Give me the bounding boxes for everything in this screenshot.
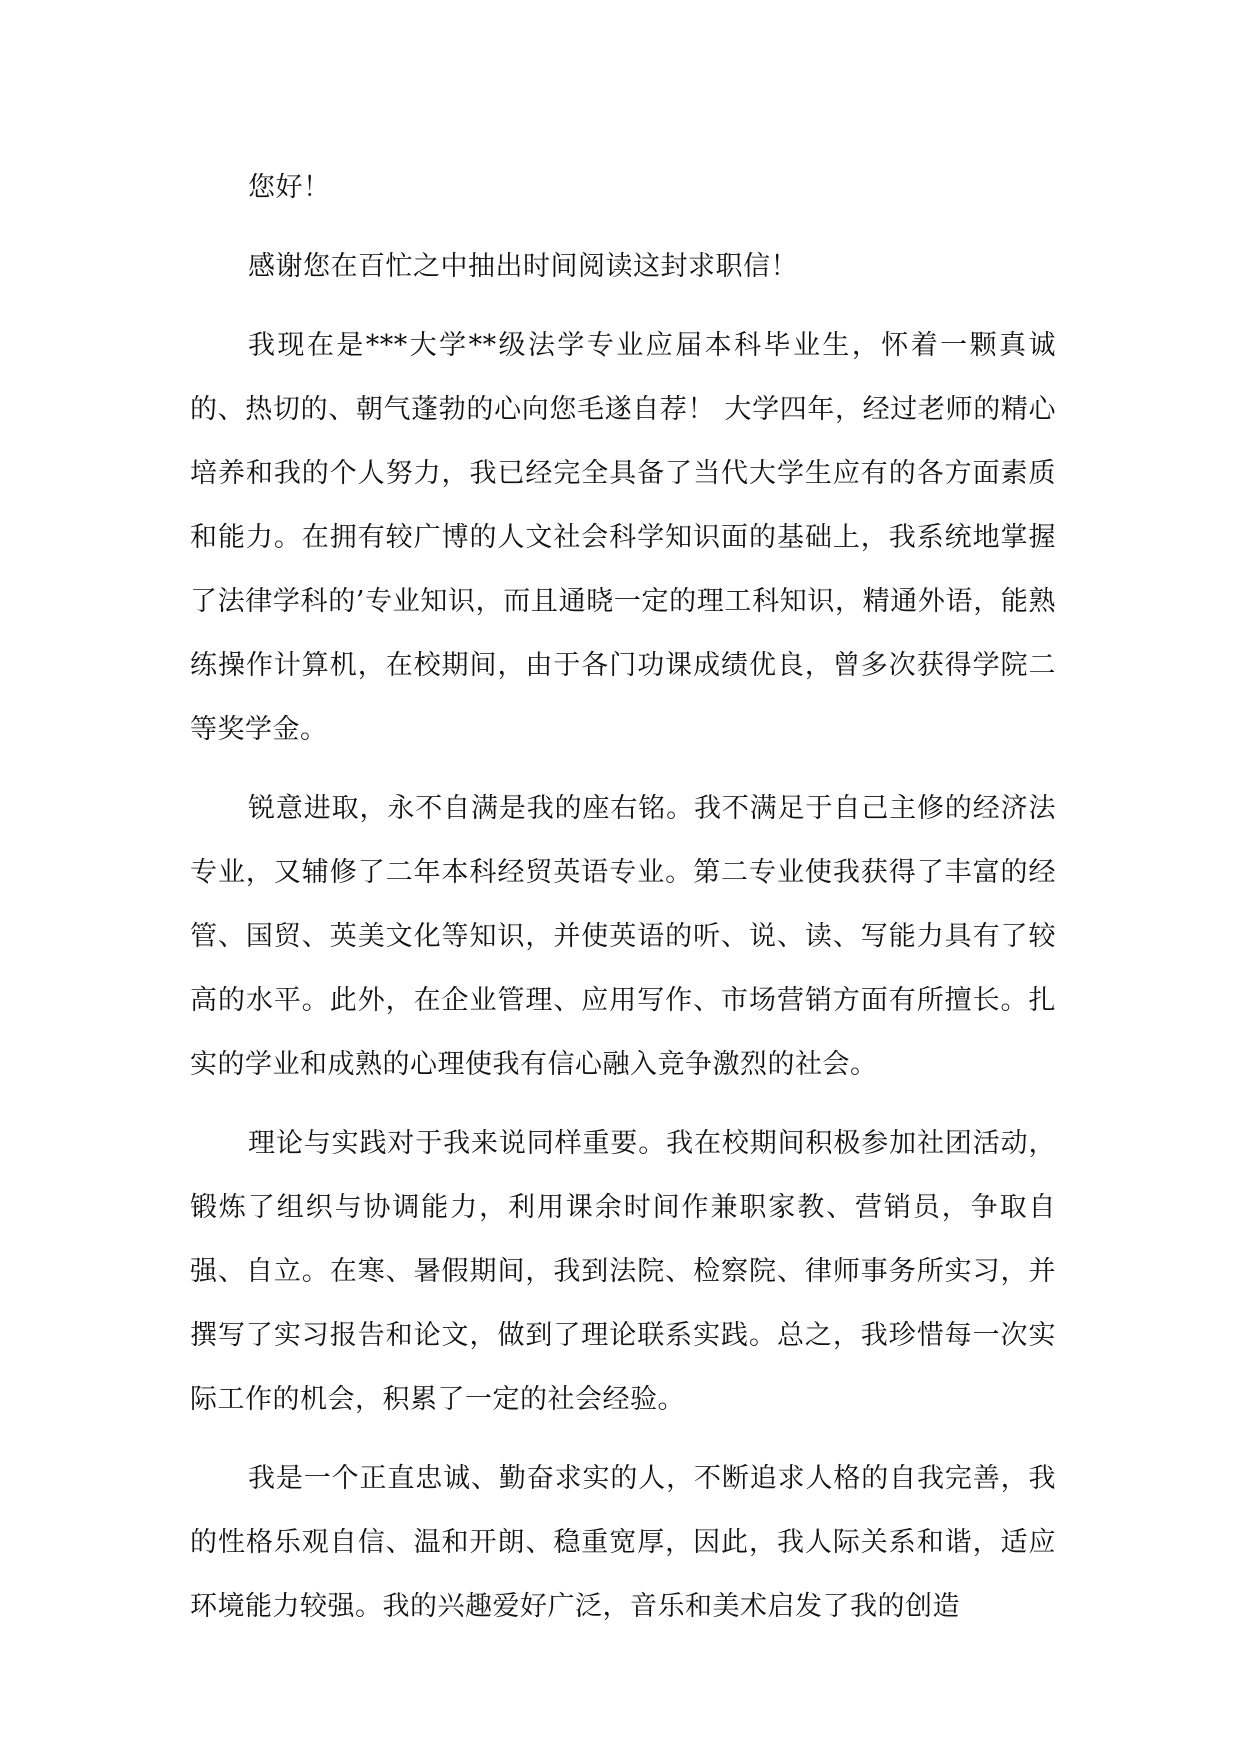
paragraph-character: 我是一个正直忠诚、勤奋求实的人，不断追求人格的自我完善，我的性格乐观自信、温和开朗、稳重宽厚，因此，我人际关系和谐，适应环境能力较强。我的兴趣爱好广泛，音乐和美术启发了我的创造 bbox=[190, 1463, 1056, 1622]
letter-body bbox=[190, 156, 1056, 1654]
greeting: 您好！ bbox=[248, 172, 331, 203]
paragraph-introduction: 我现在是***大学**级法学专业应届本科毕业生，怀着一颗真诚的、热切的、朝气蓬勃的心向您毛遂自荐！ 大学四年，经过老师的精心培养和我的个人努力，我已经完全具备了当代大学生应有的各方面素质和能力。在拥有较广博的人文社会科学知识面的基础上，我系统地掌握了法律学科的’专业知识，而且通晓一定的理工科知识，精通外语，能熟练操作计算机，在校期间，由于各门功课成绩优良，曾多次获得学院二等奖学金。 bbox=[190, 330, 1056, 745]
paragraph-thanks: 感谢您在百忙之中抽出时间阅读这封求职信！ bbox=[248, 251, 798, 282]
paragraph-motto: 锐意进取，永不自满是我的座右铭。我不满足于自己主修的经济法专业，又辅修了二年本科经贸英语专业。第二专业使我获得了丰富的经管、国贸、英美文化等知识，并使英语的听、说、读、写能力具有了较高的水平。此外，在企业管理、应用写作、市场营销方面有所擅长。扎实的学业和成熟的心理使我有信心融入竞争激烈的社会。 bbox=[190, 793, 1056, 1080]
paragraph-practice: 理论与实践对于我来说同样重要。我在校期间积极参加社团活动，锻炼了组织与协调能力，利用课余时间作兼职家教、营销员，争取自强、自立。在寒、暑假期间，我到法院、检察院、律师事务所实习，并撰写了实习报告和论文，做到了理论联系实践。总之，我珍惜每一次实际工作的机会，积累了一定的社会经验。 bbox=[190, 1128, 1056, 1415]
